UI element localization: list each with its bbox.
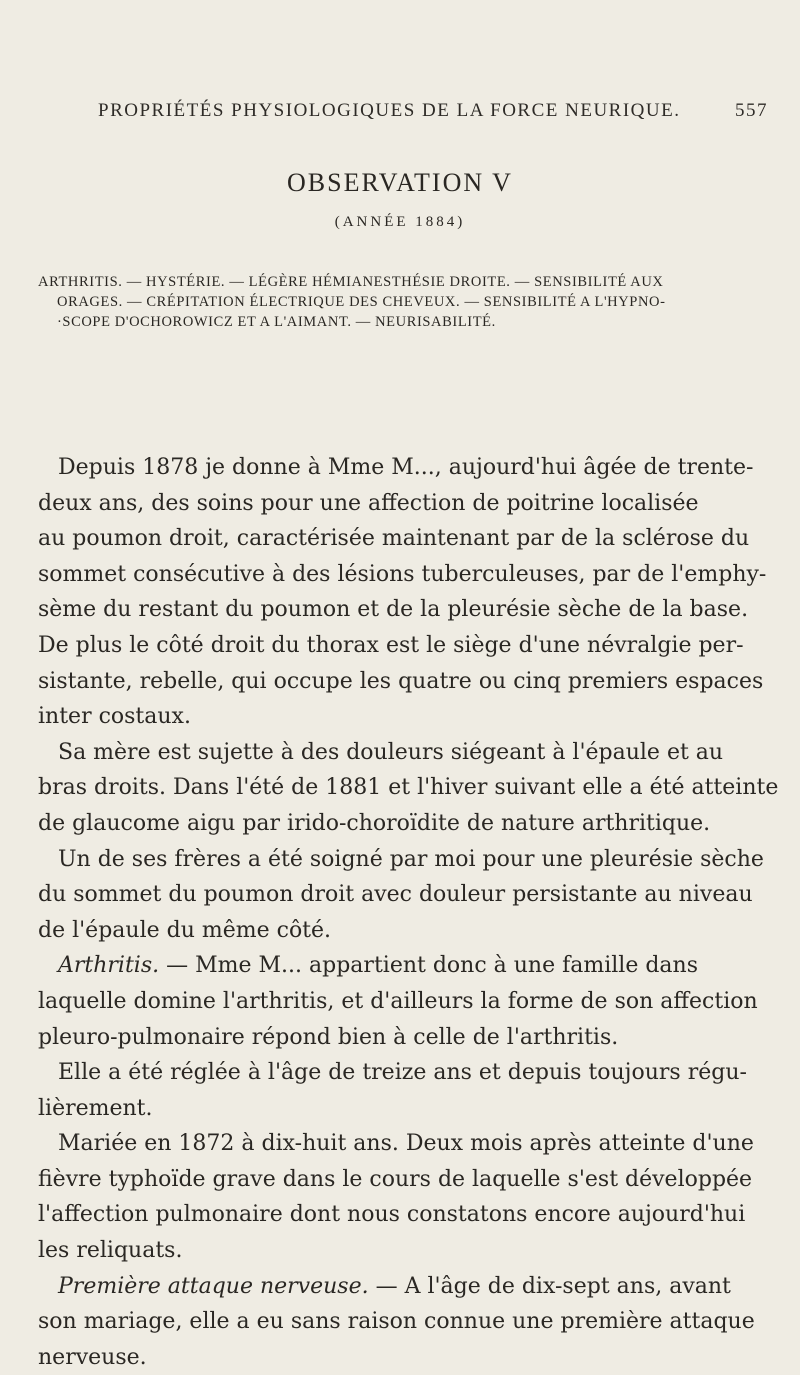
summary-line: ARTHRITIS. — HYSTÉRIE. — LÉGÈRE HÉMIANESTHÉSIE DROITE. — SENSIBILITÉ AUX: [38, 274, 664, 290]
body-line: [38, 735, 768, 771]
body-line: [38, 1126, 768, 1162]
body-line-text: Elle a été réglée à l'âge de treize ans et depuis toujours régu-: [58, 1060, 747, 1086]
body-line-text: l'affection pulmonaire dont nous constatons encore aujourd'hui: [38, 1202, 746, 1228]
summary-line: ORAGES. — CRÉPITATION ÉLECTRIQUE DES CHEVEUX. — SENSIBILITÉ A L'HYPNO-: [57, 294, 666, 310]
body-line-text: laquelle domine l'arthritis, et d'ailleurs la forme de son affection: [38, 988, 758, 1014]
body-line-text: sistante, rebelle, qui occupe les quatre ou cinq premiers espaces: [38, 668, 764, 694]
body-line-text: du sommet du poumon droit avec douleur persistante au niveau: [38, 882, 753, 908]
body-line-text: son mariage, elle a eu sans raison connue une première attaque: [38, 1309, 755, 1335]
body-line-text: fièvre typhoïde grave dans le cours de laquelle s'est développée: [38, 1166, 753, 1192]
body-line: [38, 1162, 768, 1198]
body-line: [38, 1269, 768, 1305]
body-line: [38, 806, 768, 842]
body-line-text: inter costaux.: [38, 704, 191, 730]
body-line: [38, 913, 768, 949]
observation-year: (ANNÉE 1884): [334, 214, 466, 230]
body-line-text: au poumon droit, caractérisée maintenant par de la sclérose du: [38, 526, 750, 552]
body-line-text: de glaucome aigu par irido-choroïdite de nature arthritique.: [38, 810, 711, 836]
body-line: [38, 1197, 768, 1233]
body-line-text: deux ans, des soins pour une affection de poitrine localisée: [38, 490, 699, 516]
body-line-text: pleuro-pulmonaire répond bien à celle de l'arthritis.: [38, 1024, 619, 1050]
body-line: [38, 557, 768, 593]
summary-line: ·SCOPE D'OCHOROWICZ ET A L'AIMANT. — NEURISABILITÉ.: [57, 314, 496, 330]
section-heading: Première attaque nerveuse.: [58, 1273, 369, 1299]
body-line-text: les reliquats.: [38, 1238, 183, 1264]
running-head-title: PROPRIÉTÉS PHYSIOLOGIQUES DE LA FORCE NEURIQUE.: [98, 100, 681, 121]
body-line-text: Mariée en 1872 à dix-huit ans. Deux mois après atteinte d'une: [58, 1131, 754, 1157]
section-heading: Arthritis.: [58, 953, 160, 979]
body-line-text: lièrement.: [38, 1095, 153, 1121]
body-line: [38, 1091, 768, 1127]
body-line: [38, 948, 768, 984]
observation-title: OBSERVATION V: [287, 168, 513, 197]
body-line-text: — Mme M... appartient donc à une famille dans: [159, 953, 699, 979]
case-summary: [38, 272, 768, 332]
body-line: [38, 628, 768, 664]
body-line: [38, 842, 768, 878]
body-line: [38, 486, 768, 522]
body-line-text: — A l'âge de dix-sept ans, avant: [368, 1273, 731, 1299]
body-line: [38, 1304, 768, 1340]
body-line: [38, 1340, 768, 1375]
body-line: [38, 699, 768, 735]
body-line: [38, 1020, 768, 1056]
body-line: [38, 664, 768, 700]
body-line-text: sommet consécutive à des lésions tuberculeuses, par de l'emphy-: [38, 561, 767, 587]
body-line-text: nerveuse.: [38, 1344, 147, 1370]
body-line: [38, 770, 779, 806]
body-line-text: sème du restant du poumon et de la pleurésie sèche de la base.: [38, 597, 749, 623]
body-line: [38, 521, 768, 557]
running-head: [98, 100, 768, 122]
body-line: [38, 984, 768, 1020]
body-line-text: bras droits. Dans l'été de 1881 et l'hiver suivant elle a été atteinte: [38, 775, 779, 801]
body-line: [38, 1233, 768, 1269]
page-number: 557: [735, 100, 768, 121]
body-line-text: De plus le côté droit du thorax est le siège d'une névralgie per-: [38, 632, 744, 658]
body-line: [38, 1055, 768, 1091]
body-line: [38, 592, 768, 628]
body-text: [38, 450, 779, 1375]
body-line: [38, 877, 768, 913]
body-line-text: Sa mère est sujette à des douleurs siégeant à l'épaule et au: [58, 739, 724, 765]
body-line-text: Un de ses frères a été soigné par moi pour une pleurésie sèche: [58, 846, 764, 872]
body-line-text: Depuis 1878 je donne à Mme M..., aujourd'hui âgée de trente-: [58, 455, 754, 480]
body-line-text: de l'épaule du même côté.: [38, 917, 332, 943]
body-line: [38, 450, 768, 486]
